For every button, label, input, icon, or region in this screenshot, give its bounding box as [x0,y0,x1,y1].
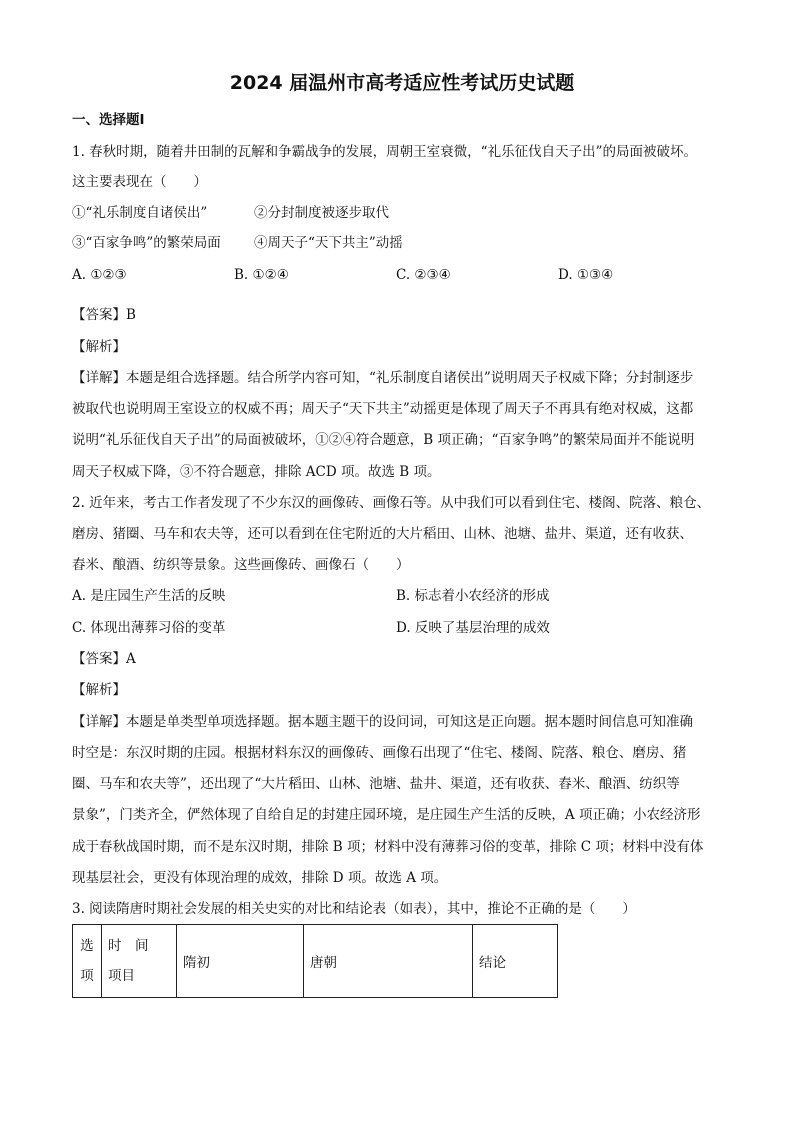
q2-detail-line: 现基层社会，更没有体现治理的成效，排除 D 项。故选 A 项。 [72,870,448,886]
q1-option-d: D. ①③④ [558,267,614,283]
q3-comparison-table [72,924,558,998]
table-header-text: 选 [80,938,94,954]
q1-stem-line: 这主要表现在（ ） [72,174,207,190]
q1-answer: 【答案】B [72,307,136,323]
table-header-option [73,925,102,998]
table-header-sui: 隋初 [177,925,304,998]
q1-detail-line: 被取代也说明周王室设立的权威不再；周天子“天下共主”动摇更是体现了周天子不再具有绝对权威，这都 [72,401,694,417]
q1-item: ①“礼乐制度自诸侯出” [72,205,208,221]
q1-detail-line: 周天子权威下降，③不符合题意，排除 ACD 项。故选 B 项。 [72,464,441,480]
table-header-text: 项 [80,968,94,984]
q2-detail-line: 时空是：东汉时期的庄园。根据材料东汉的画像砖、画像石出现了“住宅、楼阁、院落、粮仓、磨房、猪 [72,745,687,761]
q1-item: ②分封制度被逐步取代 [254,205,389,221]
q2-option-d: D. 反映了基层治理的成效 [396,620,550,636]
q1-option-a: A. ①②③ [72,267,127,283]
q1-detail-line: 说明“礼乐征伐自天子出”的局面被破坏，①②④符合题意，B 项正确；“百家争鸣”的繁荣局面并不能说明 [72,432,695,448]
q3-stem-line: 3. 阅读隋唐时期社会发展的相关史实的对比和结论表（如表），其中，推论不正确的是（ ） [72,901,636,917]
table-header-text: 时 间 [108,938,149,954]
q1-detail-line: 【详解】本题是组合选择题。结合所学内容可知，“礼乐制度自诸侯出”说明周天子权威下降；分封制逐步 [72,370,694,386]
table-header-text: 项目 [108,968,135,984]
q2-option-a: A. 是庄园生产生活的反映 [72,588,226,604]
q2-option-b: B. 标志着小农经济的形成 [396,588,550,604]
q1-option-c: C. ②③④ [396,267,451,283]
q2-analysis-heading: 【解析】 [72,682,126,698]
section-heading: 一、选择题Ⅰ [72,112,145,128]
table-header-tang: 唐朝 [304,925,473,998]
q1-analysis-heading: 【解析】 [72,339,126,355]
q1-stem-line: 1. 春秋时期，随着井田制的瓦解和争霸战争的发展，周朝王室衰微，“礼乐征伐自天子出”的局面被破坏。 [72,144,697,160]
q2-detail-line: 景象”，门类齐全，俨然体现了自给自足的封建庄园环境，是庄园生产生活的反映，A 项正确；小农经济形 [72,807,701,823]
q2-detail-line: 成于春秋战国时期，而不是东汉时期，排除 B 项；材料中没有薄葬习俗的变革，排除 C 项；材料中没有体 [72,839,704,855]
q2-option-c: C. 体现出薄葬习俗的变革 [72,620,226,636]
q2-answer: 【答案】A [72,651,136,667]
table-row [73,925,558,998]
q2-detail-line: 【详解】本题是单类型单项选择题。据本题主题干的设问词，可知这是正向题。据本题时间信息可知准确 [72,714,693,730]
q2-stem-line: 磨房、猪圈、马车和农夫等，还可以看到在住宅附近的大片稻田、山林、池塘、盐井、渠道，还有收获、 [72,526,693,542]
q2-detail-line: 圈、马车和农夫等”，还出现了“大片稻田、山林、池塘、盐井、渠道，还有收获、舂米、酿酒、纺织等 [72,776,680,792]
q1-item: ③“百家争鸣”的繁荣局面 [72,235,221,251]
page-title: 2024 届温州市高考适应性考试历史试题 [229,72,575,94]
q2-stem-line: 舂米、酿酒、纺织等景象。这些画像砖、画像石（ ） [72,557,410,573]
q2-stem-line: 2. 近年来，考古工作者发现了不少东汉的画像砖、画像石等。从中我们可以看到住宅、楼阁、院落、粮仓、 [72,495,711,511]
q1-item: ④周天子“天下共主”动摇 [254,235,403,251]
q1-option-b: B. ①②④ [234,267,289,283]
table-header-conclusion: 结论 [473,925,558,998]
table-header-time-item [102,925,177,998]
